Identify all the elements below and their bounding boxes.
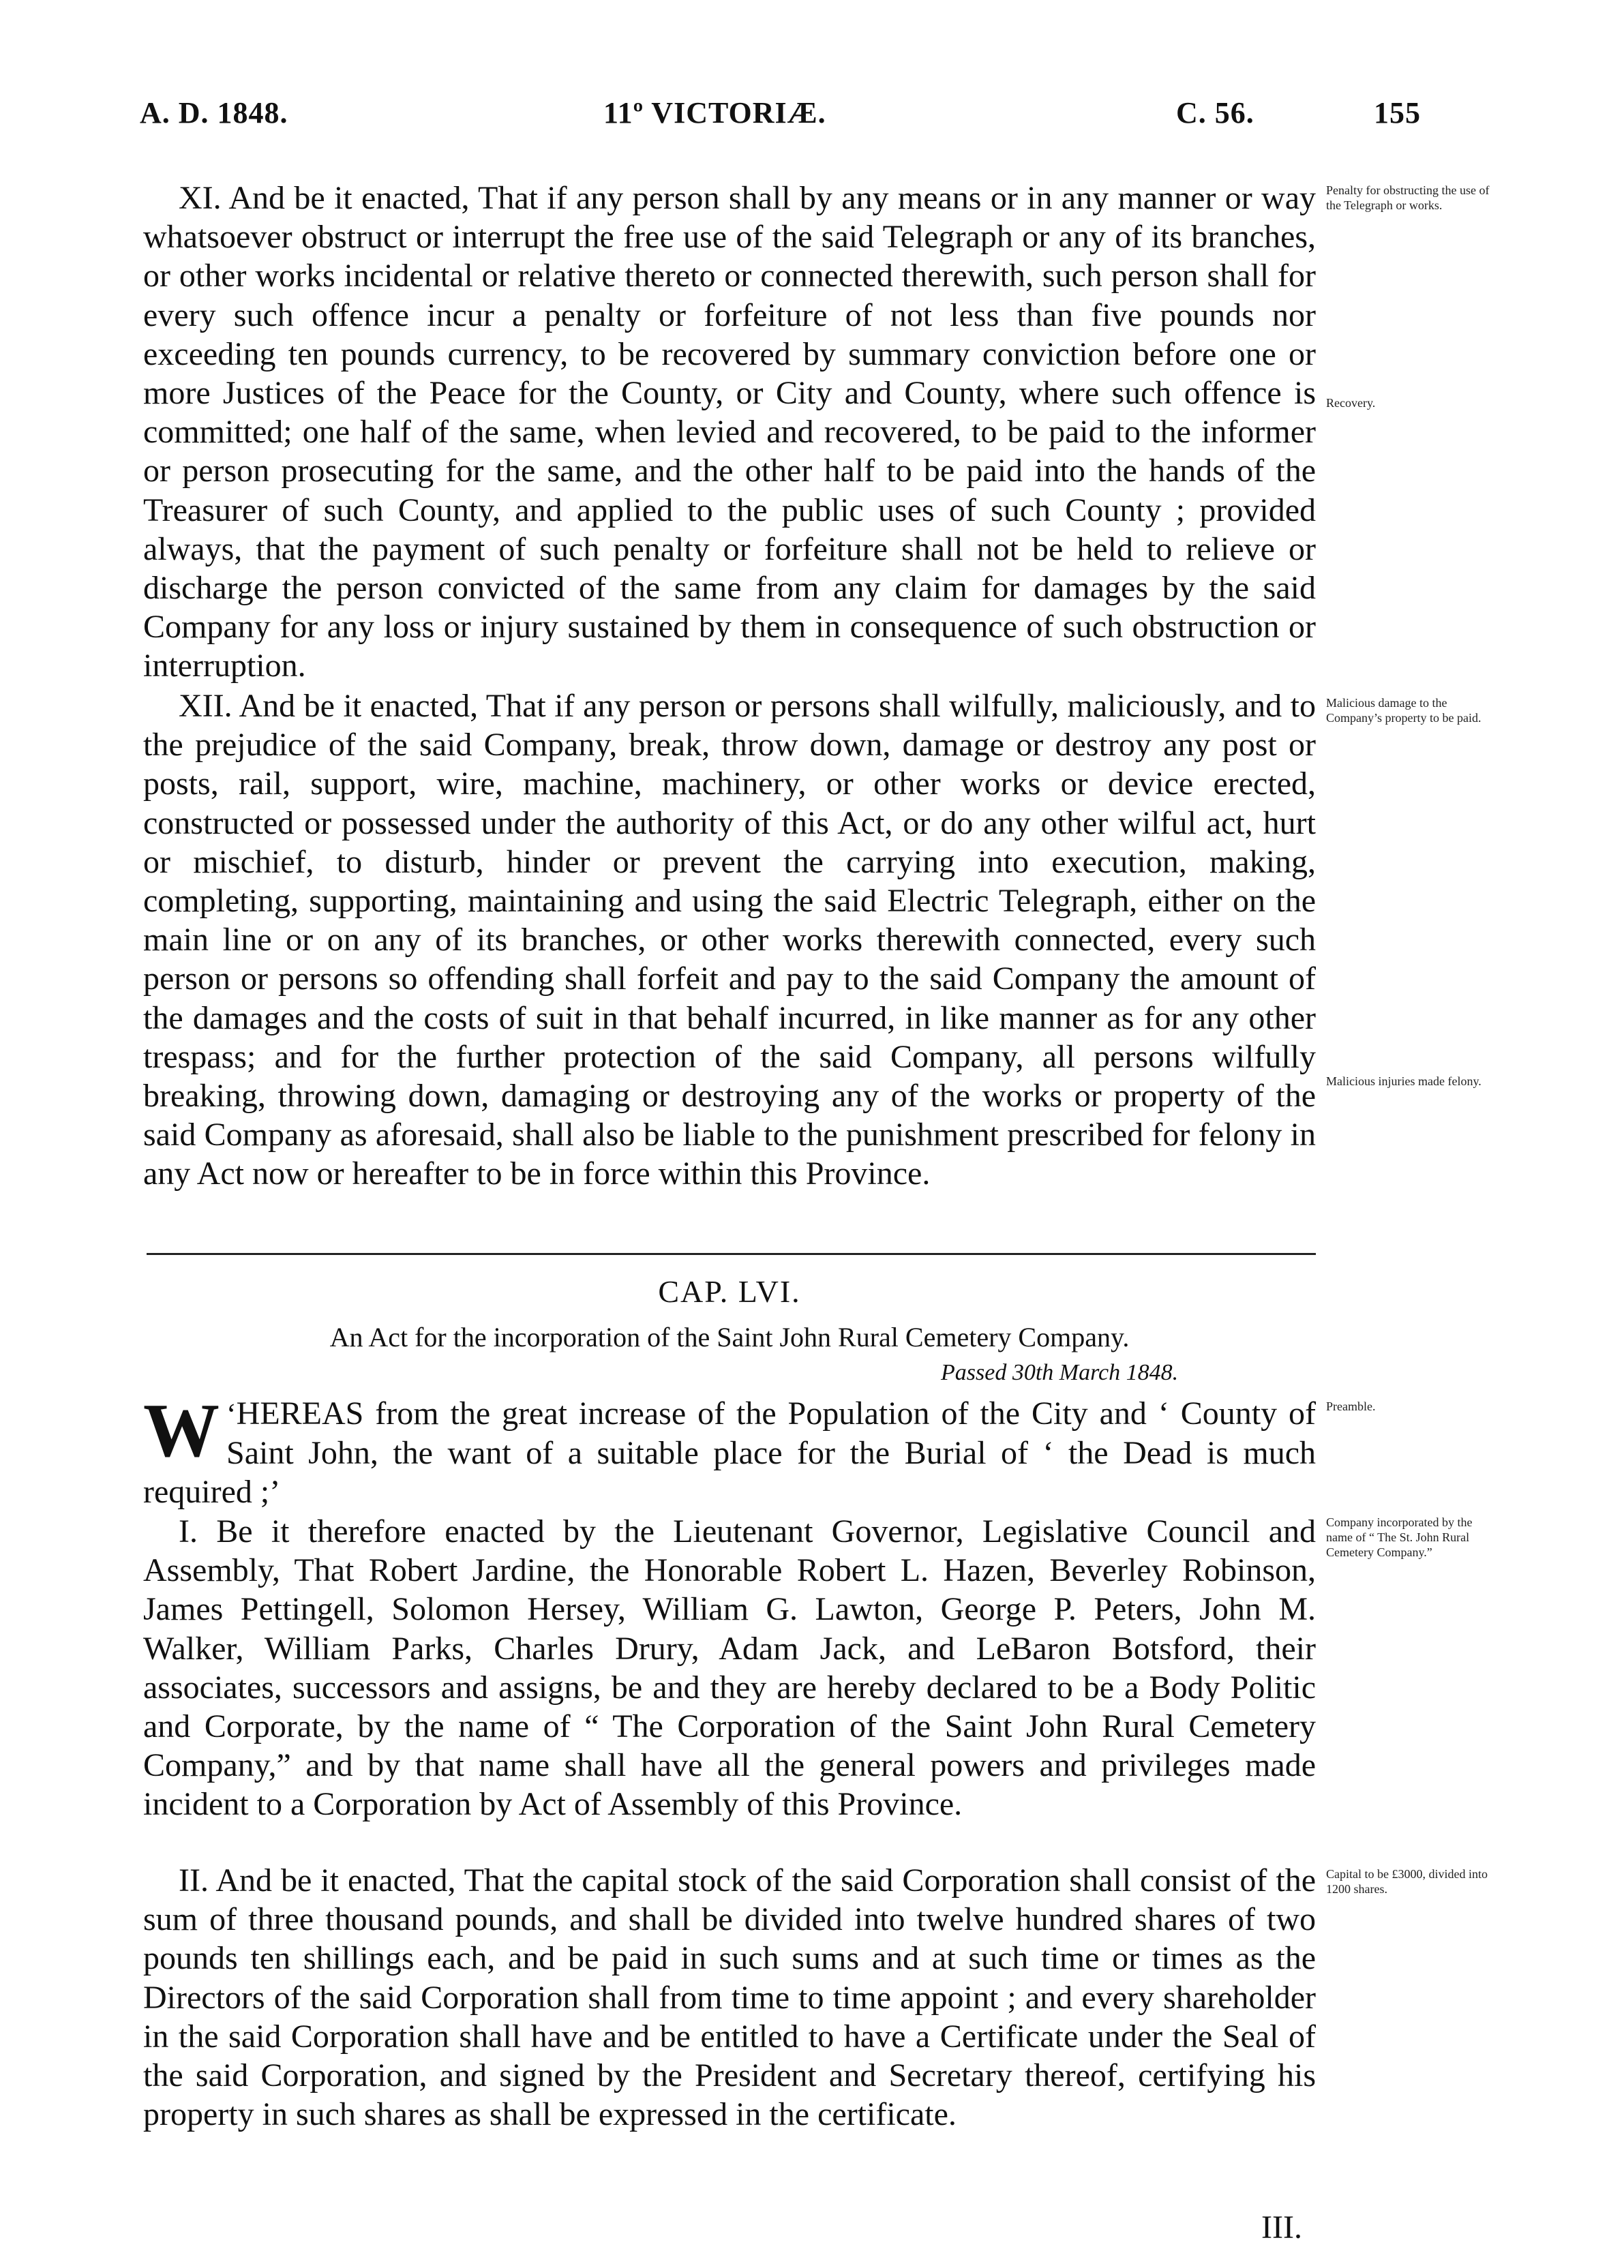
margin-note-malicious-damage: Malicious damage to the Company’s property to be paid.: [1326, 696, 1482, 725]
preamble-paragraph: [143, 1389, 1316, 1512]
preamble-open-quote: ‘: [226, 1397, 237, 1431]
margin-note-capital: Capital to be £3000, divided into 1200 shares.: [1326, 1867, 1488, 1896]
margin-note-preamble: Preamble.: [1326, 1400, 1376, 1413]
chapter-divider: [147, 1253, 1316, 1255]
section-xii-text: XII. And be it enacted, That if any person or persons shall wilfully, maliciously, and to the prejudice of the said Company, break, throw down, damage or destroy any post or posts, rail, support, wire, machine, machinery, or other works or device erected, constructed or possessed under the authority of this Act, or do any other wilful act, hurt or mischief, to disturb, hinder or prevent the carrying into execution, making, completing, supporting, maintaining and using the said Electric Telegraph, either on the main line or on any of its branches, or other works therewith connected, every such person or persons so offending shall forfeit and pay to the said Company the amount of the damages and the costs of suit in that behalf incurred, in like manner as for any other trespass; and for the further protection of the said Company, all persons wilfully breaking, throwing down, damaging or destroying any of the works or property of the said Company as aforesaid, shall also be liable to the punishment prescribed for felony in any Act now or hereafter to be in force within this Province.: [143, 688, 1316, 1192]
header-year: A. D. 1848.: [140, 96, 288, 130]
header-reign: 11º VICTORIÆ.: [603, 96, 826, 130]
header-chapter: C. 56.: [1176, 96, 1254, 130]
preamble-text: HEREAS from the great increase of the Population of the City and ‘ County of Saint John, the want of a suitable place for the Burial of ‘ the Dead is much required ;’: [143, 1395, 1316, 1511]
preamble: [143, 1389, 1316, 1512]
section-xi: [143, 179, 1316, 686]
margin-note-penalty: Penalty for obstructing the use of the Telegraph or works.: [1326, 183, 1490, 212]
margin-note-incorporated: Company incorporated by the name of “ The St. John Rural Cemetery Company.”: [1326, 1515, 1473, 1559]
chapter-title: CAP. LVI.: [658, 1274, 801, 1309]
act-title: An Act for the incorporation of the Saint John Rural Cemetery Company.: [329, 1322, 1130, 1352]
passed-date: Passed 30th March 1848.: [941, 1360, 1179, 1385]
section-ii-text: II. And be it enacted, That the capital stock of the said Corporation shall consist of the sum of three thousand pounds, and shall be divided into twelve hundred shares of two pounds ten shillings each, and be paid in such sums and at such time or times as the Directors of the said Corporation shall from time to time appoint ; and every shareholder in the said Corporation shall have and be entitled to have a Certificate under the Seal of the said Corporation, and signed by the President and Secretary thereof, certifying his property in such shares as shall be expressed in the certificate.: [143, 1862, 1316, 2133]
section-i: [143, 1512, 1316, 1824]
section-xii: [143, 686, 1316, 1194]
running-header: [140, 95, 1435, 136]
drop-cap: W: [143, 1389, 220, 1473]
margin-note-malicious-injuries: Malicious injuries made felony.: [1326, 1074, 1482, 1088]
margin-note-recovery: Recovery.: [1326, 396, 1376, 410]
catchword: III.: [1261, 2209, 1302, 2246]
section-i-text: I. Be it therefore enacted by the Lieutenant Governor, Legislative Council and Assembly, That Robert Jardine, the Honorable Robert L. Hazen, Beverley Robinson, James Pettingell, Solomon Hersey, William G. Lawton, George P. Peters, John M. Walker, William Parks, Charles Drury, Adam Jack, and LeBaron Botsford, their associates, successors and assigns, be and they are hereby declared to be a Body Politic and Corporate, by the name of “ The Corporation of the Saint John Rural Cemetery Company,” and by that name shall have all the general powers and privileges made incident to a Corporation by Act of Assembly of this Province.: [143, 1513, 1316, 1823]
section-ii: [143, 1861, 1316, 2134]
section-xi-text: XI. And be it enacted, That if any person shall by any means or in any manner or way whatsoever obstruct or interrupt the free use of the said Telegraph or any of its branches, or other works incidental or relative thereto or connected therewith, such person shall for every such offence incur a penalty or forfeiture of not less than five pounds nor exceeding ten pounds currency, to be recovered by summary conviction before one or more Justices of the Peace for the County, or City and County, where such offence is committed; one half of the same, when levied and recovered, to be paid to the informer or person prosecuting for the same, and the other half to be paid into the hands of the Treasurer of such County, and applied to the public uses of such County ; provided always, that the payment of such penalty or forfeiture shall not be held to relieve or discharge the person convicted of the same from any claim for damages by the said Company for any loss or injury sustained by them in consequence of such obstruction or interruption.: [143, 180, 1316, 684]
page-number: 155: [1374, 96, 1421, 130]
